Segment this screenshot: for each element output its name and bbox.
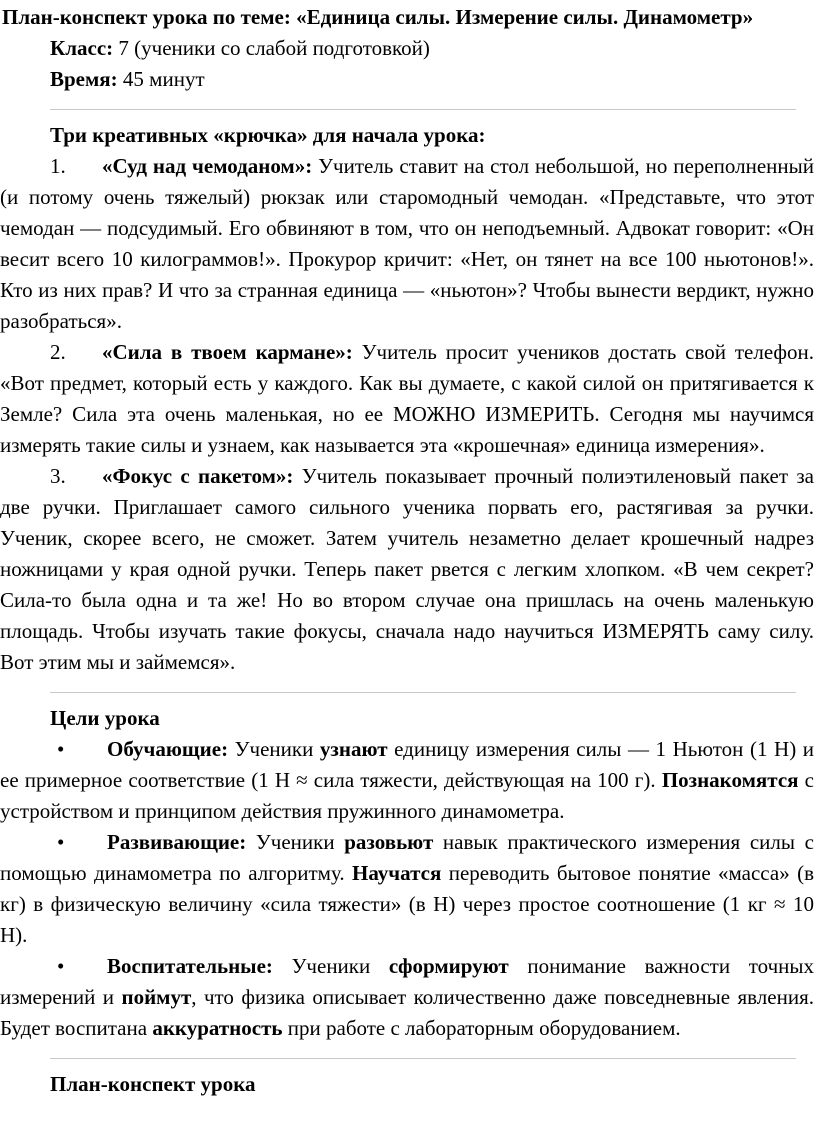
goal-text: при работе с лабораторным оборудованием. xyxy=(282,1016,681,1040)
goal-lead: Развивающие: xyxy=(107,830,247,854)
goal-text: , что физика описывает количественно даже повседневные явления. Будет воспитана xyxy=(0,985,814,1040)
hook-item xyxy=(0,461,814,678)
item-text: Учитель ставит на стол небольшой, но переполненный (и потому очень тяжелый) рюкзак или старомодный чемодан. «Представьте, что этот чемодан — подсудимый. Его обвиняют в том, что он неподъемный. Адвокат говорит: «Он весит всего 10 килограммов!». Прокурор кричит: «Нет, он тянет на все 100 ньютонов!». Кто из них прав? И что за странная единица — «ньютон»? Чтобы вынести вердикт, нужно разобраться». xyxy=(0,154,814,333)
item-number: 1. xyxy=(50,154,66,178)
goal-keyword: аккуратность xyxy=(152,1016,283,1040)
goal-text: Ученики xyxy=(272,954,389,978)
goal-keyword: Научатся xyxy=(352,861,442,885)
bullet-marker: • xyxy=(57,737,65,761)
hook-item xyxy=(0,337,814,461)
goal-item xyxy=(0,734,814,827)
item-lead: «Суд над чемоданом»: xyxy=(102,154,313,178)
item-text: Учитель показывает прочный полиэтиленовый пакет за две ручки. Приглашает самого сильного ученика порвать его, растягивая за ручки. Ученик, скорее всего, не сможет. Затем учитель незаметно делает крошечный надрез ножницами у края одной ручки. Теперь пакет рвется с легким хлопком. «В чем секрет? Сила-то была одна и та же! Но во втором случае она пришлась на очень маленькую площадь. Чтобы изучать такие фокусы, сначала надо научиться ИЗМЕРЯТЬ саму силу. Вот этим мы и займемся». xyxy=(0,464,814,674)
hook-item xyxy=(0,151,814,337)
goal-keyword: сформируют xyxy=(388,954,509,978)
class-value: 7 (ученики со слабой подготовкой) xyxy=(118,36,430,60)
item-text: Учитель просит учеников достать свой телефон. «Вот предмет, который есть у каждого. Как вы думаете, с какой силой он притягивается к Земле? Сила эта очень маленькая, но ее МОЖНО ИЗМЕРИТЬ. Сегодня мы научимся измерять такие силы и узнаем, как называется эта «крошечная» единица измерения». xyxy=(0,340,814,457)
goal-item xyxy=(0,827,814,951)
goal-keyword: поймут xyxy=(121,985,192,1009)
goal-lead: Обучающие: xyxy=(107,737,229,761)
goal-text: понимание важности точных измерений и xyxy=(0,954,814,1009)
time-line xyxy=(0,64,816,95)
goal-text: навык практического измерения силы с помощью динамометра по алгоритму. xyxy=(0,830,814,885)
goal-text: с устройством и принципом действия пружинного динамометра. xyxy=(0,768,814,823)
goal-keyword: Познакомятся xyxy=(661,768,799,792)
bullet-marker: • xyxy=(57,954,65,978)
time-value: 45 минут xyxy=(122,67,205,91)
class-label: Класс: xyxy=(50,36,114,60)
item-lead: «Сила в твоем кармане»: xyxy=(102,340,353,364)
goal-text: единицу измерения силы — 1 Ньютон (1 Н) и ее примерное соответствие (1 Н ≈ сила тяжести, действующая на 100 г). xyxy=(0,737,814,792)
class-line xyxy=(0,33,816,64)
goal-text: Ученики xyxy=(228,737,320,761)
divider xyxy=(50,692,796,693)
item-number: 3. xyxy=(50,464,66,488)
goal-item xyxy=(0,951,814,1044)
goal-keyword: разовьют xyxy=(344,830,434,854)
item-number: 2. xyxy=(50,340,66,364)
hooks-heading: Три креативных «крючка» для начала урока: xyxy=(50,123,486,147)
goal-keyword: узнают xyxy=(319,737,388,761)
goal-lead: Воспитательные: xyxy=(107,954,273,978)
divider xyxy=(50,109,796,110)
goals-heading: Цели урока xyxy=(50,706,160,730)
document-title: План-конспект урока по теме: «Единица силы. Измерение силы. Динамометр» xyxy=(2,5,754,29)
time-label: Время: xyxy=(50,67,118,91)
item-lead: «Фокус с пакетом»: xyxy=(102,464,294,488)
bullet-marker: • xyxy=(57,830,65,854)
goal-text: Ученики xyxy=(246,830,345,854)
plan-heading: План-конспект урока xyxy=(50,1072,256,1096)
goal-text: переводить бытовое понятие «масса» (в кг) в физическую величину «сила тяжести» (в Н) через простое соотношение (1 кг ≈ 10 Н). xyxy=(0,861,815,947)
divider xyxy=(50,1058,796,1059)
